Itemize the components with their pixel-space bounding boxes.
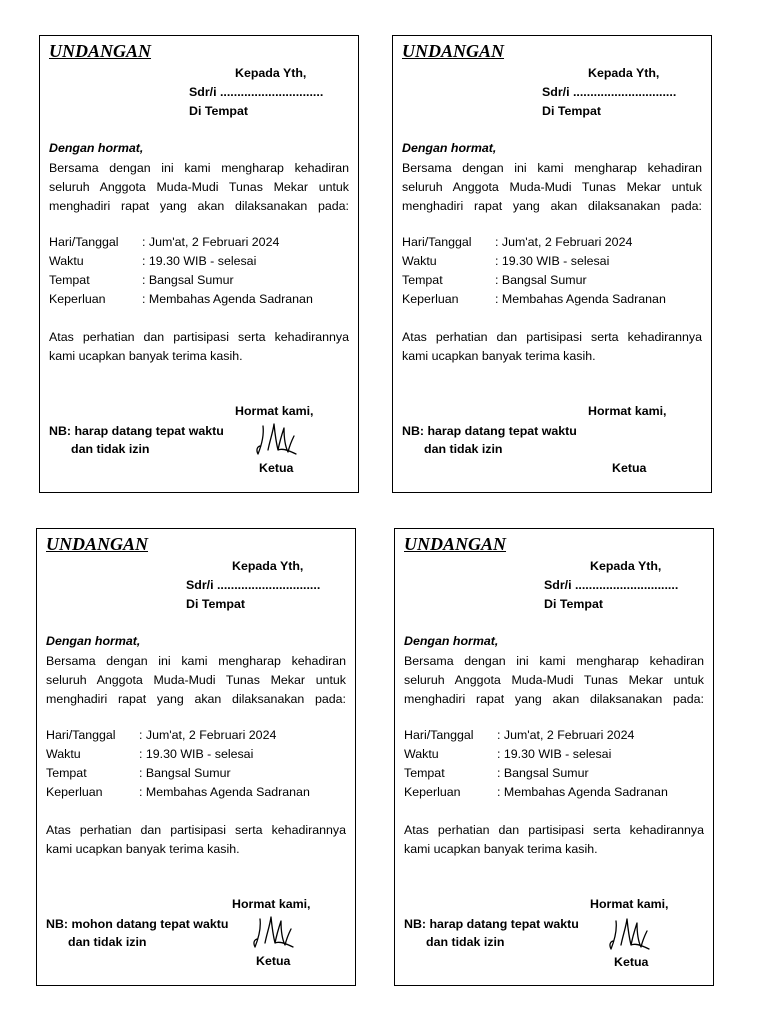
detail-label-purpose: Keperluan	[402, 292, 459, 306]
detail-label-place: Tempat	[402, 273, 443, 287]
detail-label-place: Tempat	[49, 273, 90, 287]
recipient-line-3: Di Tempat	[544, 597, 603, 611]
signature-image	[251, 913, 297, 953]
regards: Hormat kami,	[588, 404, 667, 418]
detail-label-time: Waktu	[46, 747, 81, 761]
detail-value-time: : 19.30 WIB - selesai	[495, 254, 610, 268]
detail-label-time: Waktu	[49, 254, 84, 268]
detail-value-time: : 19.30 WIB - selesai	[139, 747, 254, 761]
recipient-line-3: Di Tempat	[186, 597, 245, 611]
invitation-card-4	[394, 528, 714, 986]
nb-line-1: NB: harap datang tepat waktu	[402, 424, 577, 438]
detail-value-place: : Bangsal Sumur	[495, 273, 587, 287]
nb-line-1: NB: mohon datang tepat waktu	[46, 917, 229, 931]
invitation-body: Bersama dengan ini kami mengharap kehadiran seluruh Anggota Muda-Mudi Tunas Mekar untuk menghadiri rapat yang akan dilaksanakan pada:	[49, 161, 349, 213]
signer-title: Ketua	[612, 461, 647, 475]
recipient-line-2: Sdr/i ..............................	[544, 578, 679, 592]
detail-label-place: Tempat	[46, 766, 87, 780]
detail-value-date: : Jum'at, 2 Februari 2024	[495, 235, 633, 249]
regards: Hormat kami,	[235, 404, 314, 418]
recipient-line-3: Di Tempat	[542, 104, 601, 118]
nb-line-2: dan tidak izin	[71, 442, 150, 456]
recipient-line-1: Kepada Yth,	[590, 559, 662, 573]
detail-value-date: : Jum'at, 2 Februari 2024	[497, 728, 635, 742]
detail-label-time: Waktu	[402, 254, 437, 268]
greeting: Dengan hormat,	[402, 141, 497, 155]
closing-text: Atas perhatian dan partisipasi serta kehadirannya kami ucapkan banyak terima kasih.	[46, 823, 346, 856]
card-title: UNDANGAN	[402, 41, 505, 61]
invitation-card-1	[39, 35, 359, 493]
recipient-line-1: Kepada Yth,	[232, 559, 304, 573]
detail-label-date: Hari/Tanggal	[46, 728, 116, 742]
detail-value-purpose: : Membahas Agenda Sadranan	[142, 292, 313, 306]
detail-value-purpose: : Membahas Agenda Sadranan	[497, 785, 668, 799]
detail-value-purpose: : Membahas Agenda Sadranan	[139, 785, 310, 799]
signer-title: Ketua	[614, 955, 649, 969]
detail-value-time: : 19.30 WIB - selesai	[497, 747, 612, 761]
detail-value-place: : Bangsal Sumur	[142, 273, 234, 287]
greeting: Dengan hormat,	[49, 141, 144, 155]
greeting: Dengan hormat,	[46, 634, 141, 648]
detail-value-place: : Bangsal Sumur	[497, 766, 589, 780]
recipient-line-2: Sdr/i ..............................	[189, 85, 324, 99]
closing-text: Atas perhatian dan partisipasi serta kehadirannya kami ucapkan banyak terima kasih.	[402, 330, 702, 363]
regards: Hormat kami,	[590, 897, 669, 911]
card-title: UNDANGAN	[46, 534, 149, 554]
card-title: UNDANGAN	[404, 534, 507, 554]
invitation-card-3	[36, 528, 356, 986]
detail-label-date: Hari/Tanggal	[49, 235, 119, 249]
detail-label-purpose: Keperluan	[404, 785, 461, 799]
nb-line-2: dan tidak izin	[424, 442, 503, 456]
signer-title: Ketua	[256, 954, 291, 968]
detail-value-date: : Jum'at, 2 Februari 2024	[139, 728, 277, 742]
detail-value-place: : Bangsal Sumur	[139, 766, 231, 780]
closing-text: Atas perhatian dan partisipasi serta kehadirannya kami ucapkan banyak terima kasih.	[49, 330, 349, 363]
invitation-card-2	[392, 35, 712, 493]
invitation-body: Bersama dengan ini kami mengharap kehadiran seluruh Anggota Muda-Mudi Tunas Mekar untuk menghadiri rapat yang akan dilaksanakan pada:	[46, 654, 346, 706]
detail-label-date: Hari/Tanggal	[402, 235, 472, 249]
invitation-body: Bersama dengan ini kami mengharap kehadiran seluruh Anggota Muda-Mudi Tunas Mekar untuk menghadiri rapat yang akan dilaksanakan pada:	[402, 161, 702, 213]
detail-label-purpose: Keperluan	[49, 292, 106, 306]
detail-value-purpose: : Membahas Agenda Sadranan	[495, 292, 666, 306]
signature-image	[607, 915, 653, 955]
recipient-line-1: Kepada Yth,	[235, 66, 307, 80]
recipient-line-1: Kepada Yth,	[588, 66, 660, 80]
invitation-body: Bersama dengan ini kami mengharap kehadiran seluruh Anggota Muda-Mudi Tunas Mekar untuk menghadiri rapat yang akan dilaksanakan pada:	[404, 654, 704, 706]
nb-line-2: dan tidak izin	[68, 935, 147, 949]
detail-value-date: : Jum'at, 2 Februari 2024	[142, 235, 280, 249]
recipient-line-2: Sdr/i ..............................	[542, 85, 677, 99]
detail-value-time: : 19.30 WIB - selesai	[142, 254, 257, 268]
signer-title: Ketua	[259, 461, 294, 475]
detail-label-time: Waktu	[404, 747, 439, 761]
nb-line-2: dan tidak izin	[426, 935, 505, 949]
recipient-line-3: Di Tempat	[189, 104, 248, 118]
card-title: UNDANGAN	[49, 41, 152, 61]
closing-text: Atas perhatian dan partisipasi serta kehadirannya kami ucapkan banyak terima kasih.	[404, 823, 704, 856]
signature-image	[254, 420, 300, 460]
nb-line-1: NB: harap datang tepat waktu	[49, 424, 224, 438]
greeting: Dengan hormat,	[404, 634, 499, 648]
detail-label-purpose: Keperluan	[46, 785, 103, 799]
detail-label-date: Hari/Tanggal	[404, 728, 474, 742]
nb-line-1: NB: harap datang tepat waktu	[404, 917, 579, 931]
regards: Hormat kami,	[232, 897, 311, 911]
recipient-line-2: Sdr/i ..............................	[186, 578, 321, 592]
detail-label-place: Tempat	[404, 766, 445, 780]
